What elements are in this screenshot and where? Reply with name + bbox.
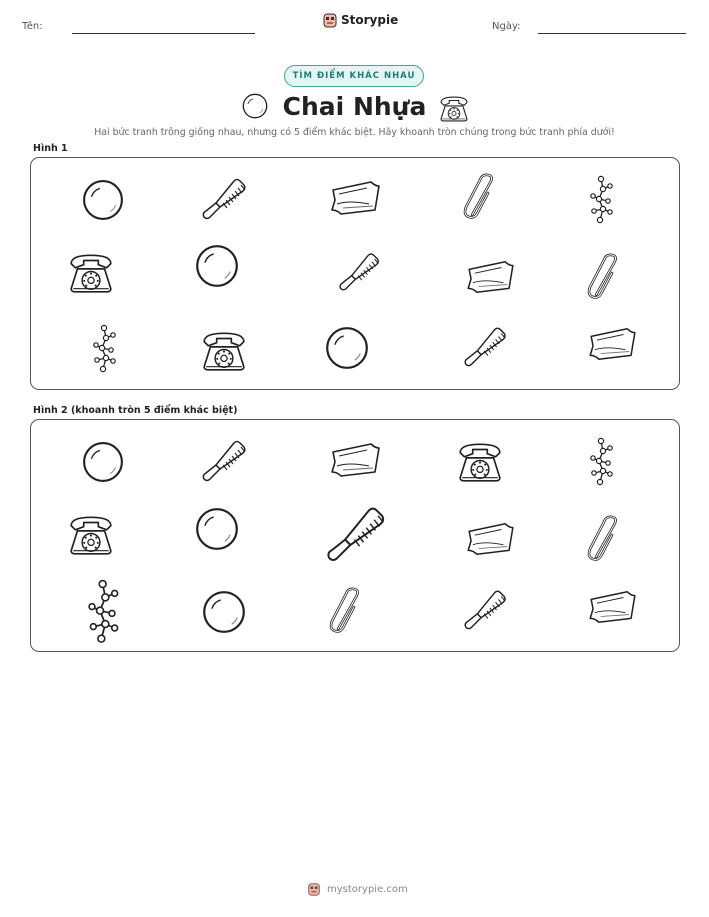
bubble-icon[interactable] [195,507,239,551]
molecule-icon[interactable] [590,437,614,487]
paperclip-icon[interactable] [584,253,624,303]
bubble-icon[interactable] [325,326,369,370]
comb-icon[interactable] [199,435,251,485]
activity-badge: TÌM ĐIỂM KHÁC NHAU [284,65,424,87]
comb-icon[interactable] [460,585,512,633]
brand-name: Storypie [341,13,399,27]
page-title: Chai Nhựa [282,92,427,121]
footer [307,882,408,896]
paperclip-icon[interactable] [460,173,500,223]
name-label: Tên: [22,21,43,32]
telephone-icon[interactable] [67,249,115,295]
bubble-icon[interactable] [195,244,239,288]
picture1-label: Hình 1 [33,143,68,154]
cloth-icon[interactable] [464,520,518,558]
storypie-mascot-icon [307,882,321,896]
comb-icon[interactable] [199,173,251,223]
date-line[interactable] [538,33,686,34]
telephone-icon[interactable] [67,511,115,557]
bubble-icon[interactable] [82,179,124,221]
telephone-icon[interactable] [200,327,248,373]
instructions: Hai bức tranh trông giống nhau, nhưng có 5 điểm khác biệt. Hãy khoanh tròn chúng trong bức tranh phía dưới! [94,127,615,138]
date-label: Ngày: [492,21,521,32]
molecule-icon[interactable] [88,578,120,646]
cloth-icon[interactable] [586,325,640,363]
comb-icon[interactable] [460,322,512,370]
footer-url[interactable]: mystorypie.com [327,883,408,895]
storypie-logo [322,12,398,28]
name-line[interactable] [72,33,255,34]
comb-icon[interactable] [323,500,391,566]
bubble-icon[interactable] [82,441,124,483]
cloth-icon[interactable] [329,178,383,218]
cloth-icon[interactable] [586,588,640,626]
telephone-icon[interactable] [456,438,504,484]
cloth-icon[interactable] [464,258,518,296]
cloth-icon[interactable] [329,440,383,480]
picture2-label: Hình 2 (khoanh tròn 5 điểm khác biệt) [33,405,238,416]
title-telephone-icon [438,93,470,123]
bubble-icon[interactable] [202,590,246,634]
storypie-mascot-icon [322,12,338,28]
molecule-icon[interactable] [93,324,117,374]
molecule-icon[interactable] [590,175,614,225]
paperclip-icon[interactable] [326,587,366,637]
comb-icon[interactable] [334,248,386,294]
paperclip-icon[interactable] [584,515,624,565]
